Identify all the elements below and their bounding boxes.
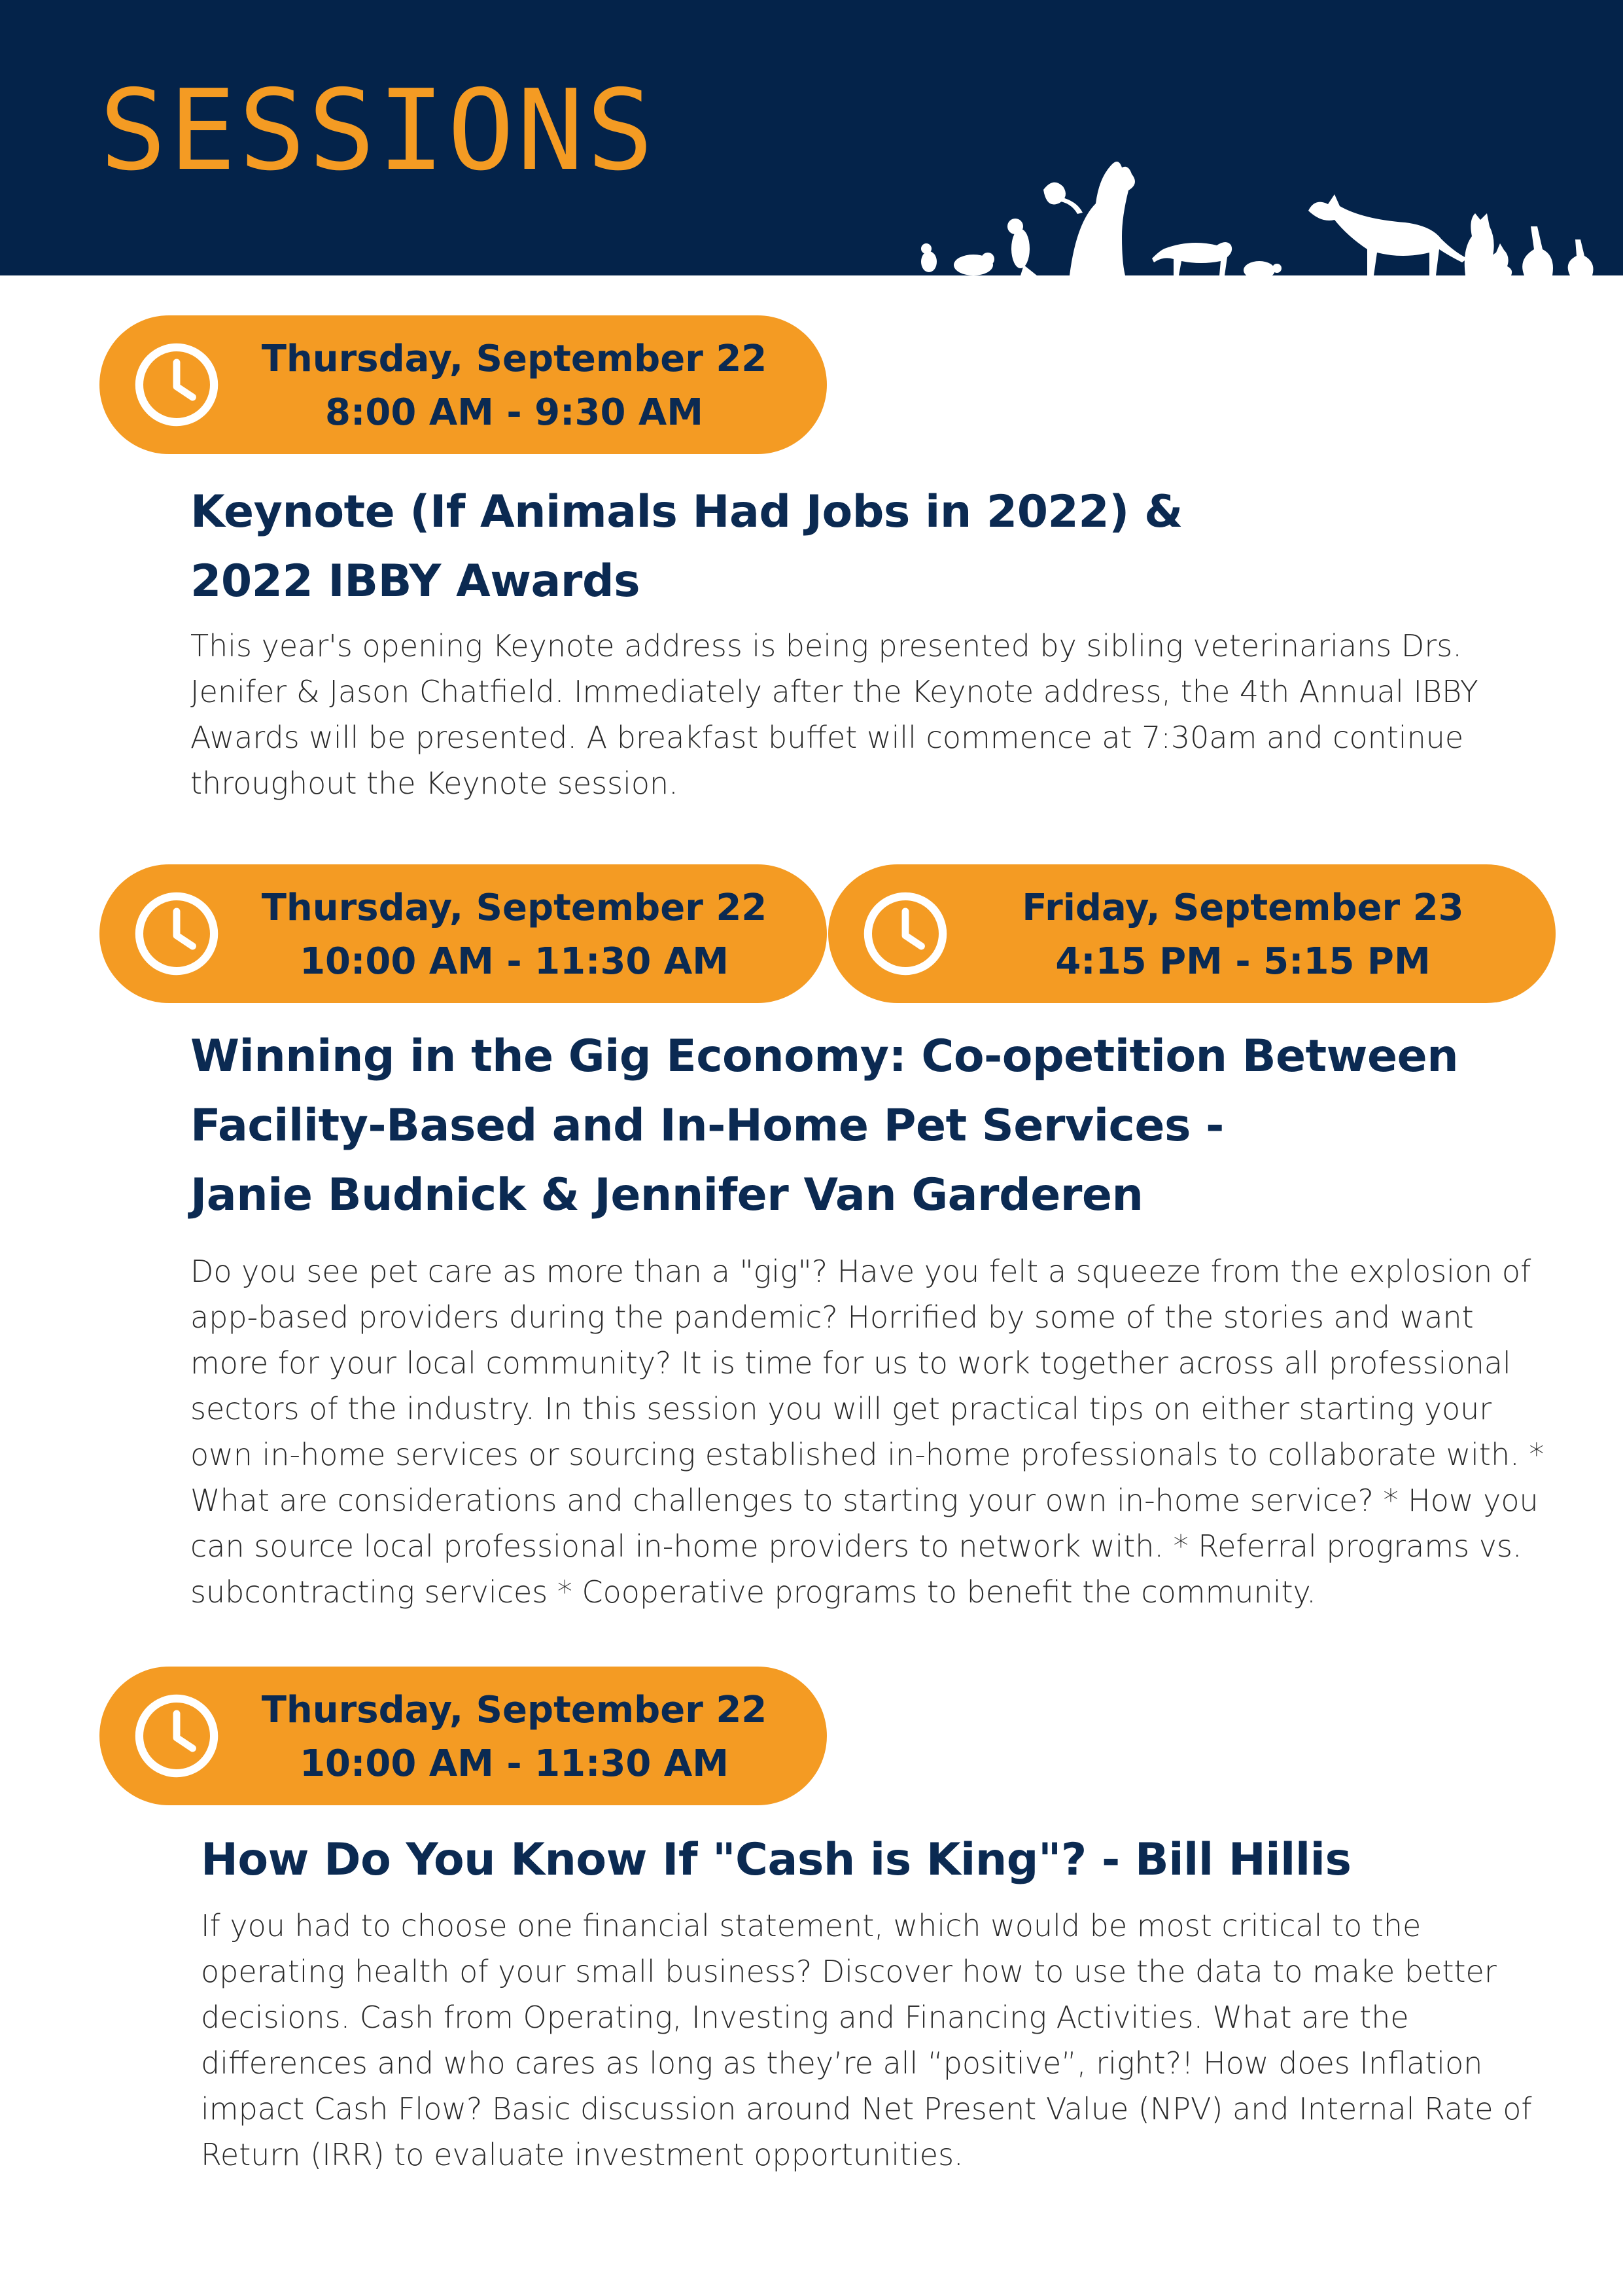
- session-title-line: How Do You Know If "Cash is King"? - Bill Hillis: [201, 1834, 1352, 1886]
- session-day: Thursday, September 22: [261, 338, 767, 380]
- session-title-line: Janie Budnick & Jennifer Van Garderen: [190, 1169, 1143, 1221]
- session-time-pill: [99, 864, 827, 1003]
- pet-silhouettes-icon: [890, 150, 1623, 275]
- clock-icon: [132, 340, 221, 429]
- header-banner: [0, 0, 1623, 275]
- session-day: Friday, September 23: [1022, 887, 1464, 929]
- session-title-line: Keynote (If Animals Had Jobs in 2022) &: [190, 486, 1183, 538]
- session-title: [190, 478, 1183, 616]
- session-title-line: 2022 IBBY Awards: [190, 556, 640, 607]
- session-day: Thursday, September 22: [261, 1689, 767, 1731]
- session-description: If you had to choose one financial statement, which would be most critical to the operating health of your small business? Discover how to use the data to make better decisions. Cash from Operating, Investing and Financing Activities. What are the differences and who cares as long as they’re all “positive”, right?! How does Inflation impact Cash Flow? Basic discussion around Net Present Value (NPV) and Internal Rate of Return (IRR) to evaluate investment opportunities.: [201, 1908, 1532, 2172]
- session-title: [201, 1826, 1351, 1895]
- session-title-line: Facility-Based and In-Home Pet Services -: [190, 1100, 1224, 1152]
- session-time: 10:00 AM - 11:30 AM: [300, 940, 729, 983]
- session-day: Thursday, September 22: [261, 887, 767, 929]
- session-time-pill: [99, 1667, 827, 1805]
- session-title: [190, 1022, 1458, 1230]
- session-time-pill: [828, 864, 1556, 1003]
- session-time: 8:00 AM - 9:30 AM: [325, 391, 703, 434]
- clock-icon: [132, 1691, 221, 1780]
- session-time-pill: [99, 315, 827, 454]
- clock-icon: [132, 889, 221, 978]
- session-description: This year's opening Keynote address is being presented by sibling veterinarians Drs. Jenifer & Jason Chatfield. Immediately after the Keynote address, the 4th Annual IBBY Awards will be presented. A breakfast buffet will commence at 7:30am and continue throughout the Keynote session.: [190, 628, 1478, 801]
- session-time: 10:00 AM - 11:30 AM: [300, 1742, 729, 1785]
- clock-icon: [861, 889, 950, 978]
- page-title: SESSIONS: [99, 66, 656, 196]
- session-description: Do you see pet care as more than a "gig"? Have you felt a squeeze from the explosion of app-based providers during the pandemic? Horrified by some of the stories and want more for your local community? It is time for us to work together across all professional sectors of the industry. In this session you will get practical tips on either starting your own in-home services or sourcing established in-home professionals to collaborate with. * What are considerations and challenges to starting your own in-home service? * How you can source local professional in-home providers to network with. * Referral programs vs. subcontracting services * Cooperative programs to benefit the community.: [190, 1254, 1544, 1610]
- session-title-line: Winning in the Gig Economy: Co-opetition Between: [190, 1031, 1459, 1082]
- session-time: 4:15 PM - 5:15 PM: [1055, 940, 1431, 983]
